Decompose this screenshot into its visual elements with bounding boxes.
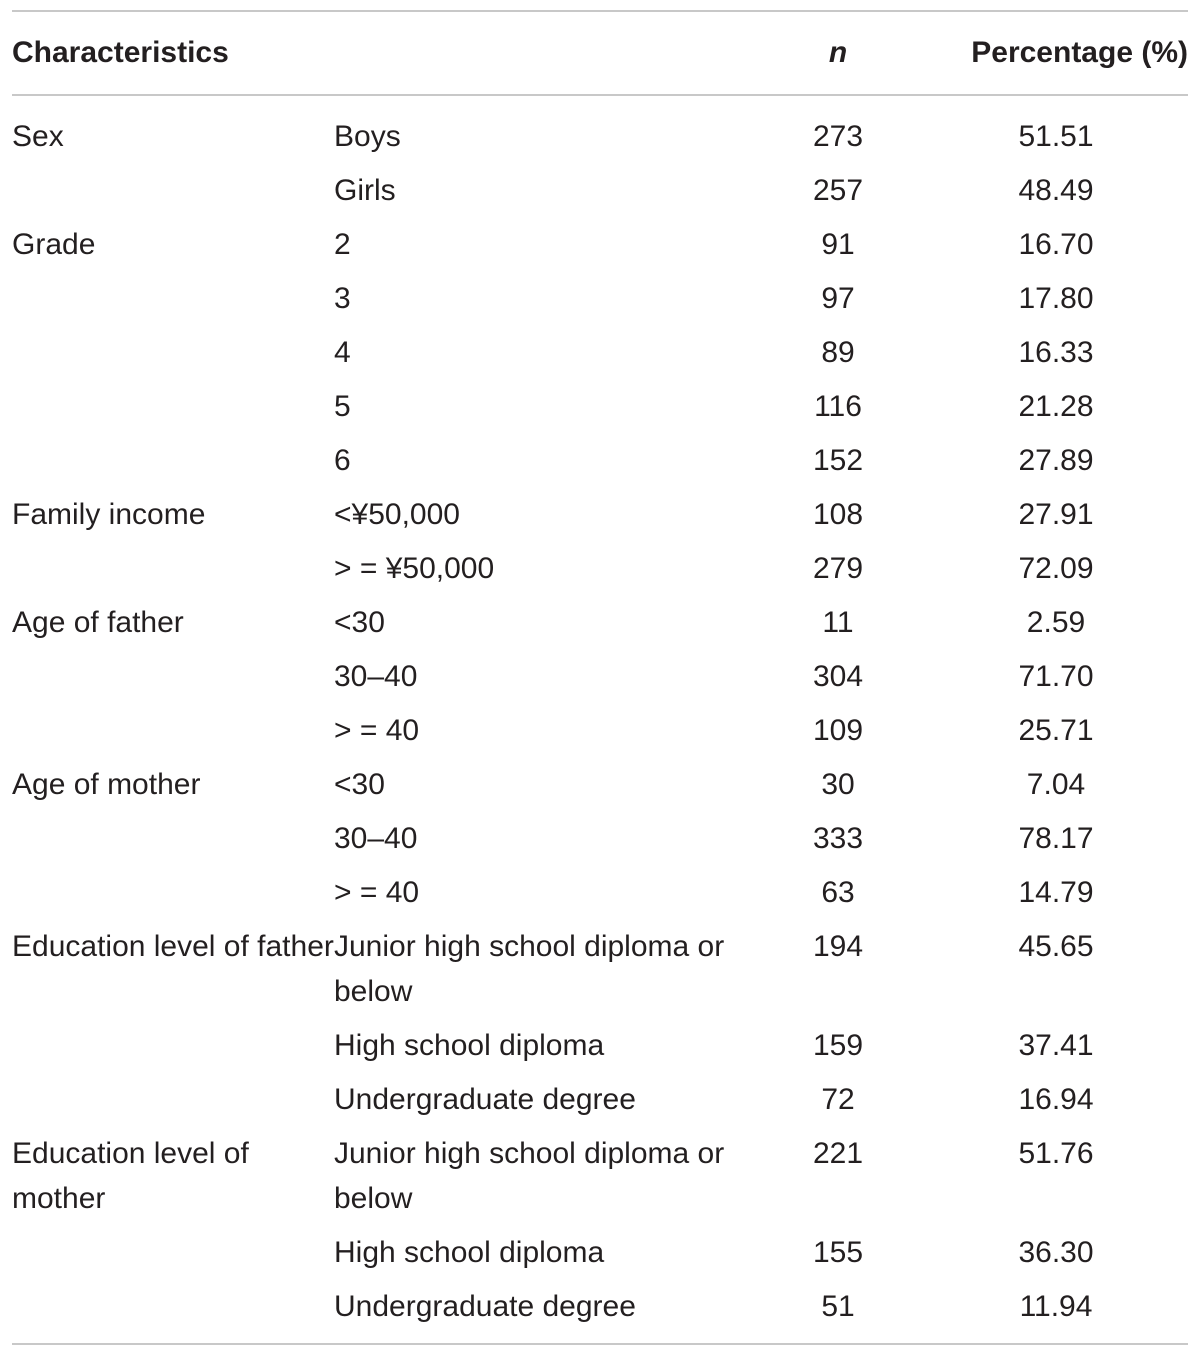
cell-percentage: 36.30 xyxy=(1018,1236,1094,1269)
cell-characteristic xyxy=(12,272,334,326)
cell-n: 91 xyxy=(821,228,855,261)
cell-n: 257 xyxy=(812,174,864,207)
cell-subcategory: 30–40 xyxy=(334,660,418,693)
cell-n: 63 xyxy=(821,876,855,909)
cell-subcategory: <¥50,000 xyxy=(334,498,460,531)
cell-n: 155 xyxy=(812,1236,864,1269)
cell-subcategory: Junior high school diploma or below xyxy=(334,930,725,1008)
table-row xyxy=(12,758,1188,812)
cell-n: 97 xyxy=(821,282,855,315)
cell-characteristic: Family income xyxy=(12,498,206,531)
cell-n: 89 xyxy=(821,336,855,369)
cell-subcategory: Girls xyxy=(334,174,396,207)
cell-subcategory: High school diploma xyxy=(334,1236,605,1269)
cell-characteristic xyxy=(12,434,334,488)
header-n: n xyxy=(752,12,924,95)
table-row xyxy=(12,1280,1188,1343)
cell-percentage: 45.65 xyxy=(1018,930,1094,963)
header-characteristics: Characteristics xyxy=(12,12,334,95)
table-row xyxy=(12,650,1188,704)
header-row xyxy=(12,12,1188,95)
cell-characteristic xyxy=(12,1019,334,1073)
cell-characteristic xyxy=(12,650,334,704)
cell-n: 72 xyxy=(821,1083,855,1116)
bottom-rule xyxy=(12,1343,1188,1345)
cell-subcategory: 4 xyxy=(334,336,351,369)
cell-characteristic: Age of mother xyxy=(12,768,201,801)
header-percentage: Percentage (%) xyxy=(924,12,1188,95)
table-row xyxy=(12,488,1188,542)
table-row xyxy=(12,380,1188,434)
cell-subcategory: 6 xyxy=(334,444,351,477)
cell-n: 279 xyxy=(812,552,864,585)
cell-n: 333 xyxy=(812,822,864,855)
table-row xyxy=(12,542,1188,596)
cell-subcategory: <30 xyxy=(334,606,385,639)
cell-subcategory: > = ¥50,000 xyxy=(334,552,495,585)
cell-subcategory: 5 xyxy=(334,390,351,423)
cell-percentage: 27.89 xyxy=(1018,444,1094,477)
cell-characteristic: Sex xyxy=(12,120,64,153)
table-row xyxy=(12,218,1188,272)
table-row xyxy=(12,164,1188,218)
cell-percentage: 16.70 xyxy=(1018,228,1094,261)
cell-percentage: 51.51 xyxy=(1018,120,1094,153)
cell-n: 194 xyxy=(812,930,864,963)
table-row xyxy=(12,1073,1188,1127)
cell-percentage: 16.33 xyxy=(1018,336,1094,369)
table-row xyxy=(12,95,1188,164)
table-row xyxy=(12,596,1188,650)
cell-characteristic: Education level of mother xyxy=(12,1137,249,1215)
cell-characteristic: Grade xyxy=(12,228,96,261)
cell-n: 30 xyxy=(821,768,855,801)
table-row xyxy=(12,272,1188,326)
cell-characteristic: Age of father xyxy=(12,606,184,639)
table-header xyxy=(12,12,1188,95)
cell-characteristic xyxy=(12,380,334,434)
table-row xyxy=(12,704,1188,758)
cell-n: 221 xyxy=(812,1137,864,1170)
header-subcategory xyxy=(334,12,752,95)
cell-percentage: 16.94 xyxy=(1018,1083,1094,1116)
cell-percentage: 48.49 xyxy=(1018,174,1094,207)
cell-n: 11 xyxy=(822,606,854,639)
cell-percentage: 51.76 xyxy=(1018,1137,1094,1170)
cell-n: 159 xyxy=(812,1029,864,1062)
cell-subcategory: 30–40 xyxy=(334,822,418,855)
table-row xyxy=(12,866,1188,920)
cell-percentage: 71.70 xyxy=(1018,660,1094,693)
cell-percentage: 27.91 xyxy=(1018,498,1094,531)
cell-subcategory: High school diploma xyxy=(334,1029,605,1062)
cell-n: 108 xyxy=(812,498,864,531)
cell-n: 116 xyxy=(814,390,862,423)
cell-subcategory: > = 40 xyxy=(334,714,420,747)
cell-characteristic xyxy=(12,1073,334,1127)
cell-subcategory: <30 xyxy=(334,768,385,801)
table-body xyxy=(12,95,1188,1343)
table-row xyxy=(12,434,1188,488)
cell-n: 304 xyxy=(812,660,864,693)
demographics-table-container xyxy=(12,10,1188,1345)
cell-percentage: 7.04 xyxy=(1026,768,1086,801)
cell-n: 51 xyxy=(821,1290,855,1323)
cell-percentage: 37.41 xyxy=(1018,1029,1094,1062)
cell-characteristic xyxy=(12,164,334,218)
cell-characteristic xyxy=(12,1280,334,1343)
table-row xyxy=(12,1019,1188,1073)
cell-characteristic xyxy=(12,326,334,380)
cell-percentage: 25.71 xyxy=(1018,714,1094,747)
cell-characteristic xyxy=(12,812,334,866)
cell-characteristic xyxy=(12,866,334,920)
cell-characteristic xyxy=(12,1226,334,1280)
cell-percentage: 14.79 xyxy=(1018,876,1094,909)
cell-subcategory: > = 40 xyxy=(334,876,420,909)
cell-n: 273 xyxy=(812,120,864,153)
table-row xyxy=(12,1226,1188,1280)
cell-characteristic: Education level of father xyxy=(12,930,334,963)
cell-percentage: 72.09 xyxy=(1018,552,1094,585)
cell-characteristic xyxy=(12,542,334,596)
cell-percentage: 17.80 xyxy=(1018,282,1094,315)
cell-n: 152 xyxy=(812,444,864,477)
cell-subcategory: Undergraduate degree xyxy=(334,1290,636,1323)
cell-n: 109 xyxy=(812,714,864,747)
demographics-table xyxy=(12,12,1188,1343)
cell-percentage: 11.94 xyxy=(1019,1290,1093,1323)
cell-subcategory: 2 xyxy=(334,228,351,261)
table-row xyxy=(12,1127,1188,1226)
table-row xyxy=(12,812,1188,866)
cell-subcategory: Junior high school diploma or below xyxy=(334,1137,725,1215)
cell-percentage: 21.28 xyxy=(1018,390,1094,423)
cell-subcategory: 3 xyxy=(334,282,351,315)
cell-characteristic xyxy=(12,704,334,758)
cell-percentage: 78.17 xyxy=(1018,822,1094,855)
cell-subcategory: Undergraduate degree xyxy=(334,1083,636,1116)
table-row xyxy=(12,326,1188,380)
table-row xyxy=(12,920,1188,1019)
cell-subcategory: Boys xyxy=(334,120,401,153)
cell-percentage: 2.59 xyxy=(1026,606,1086,639)
